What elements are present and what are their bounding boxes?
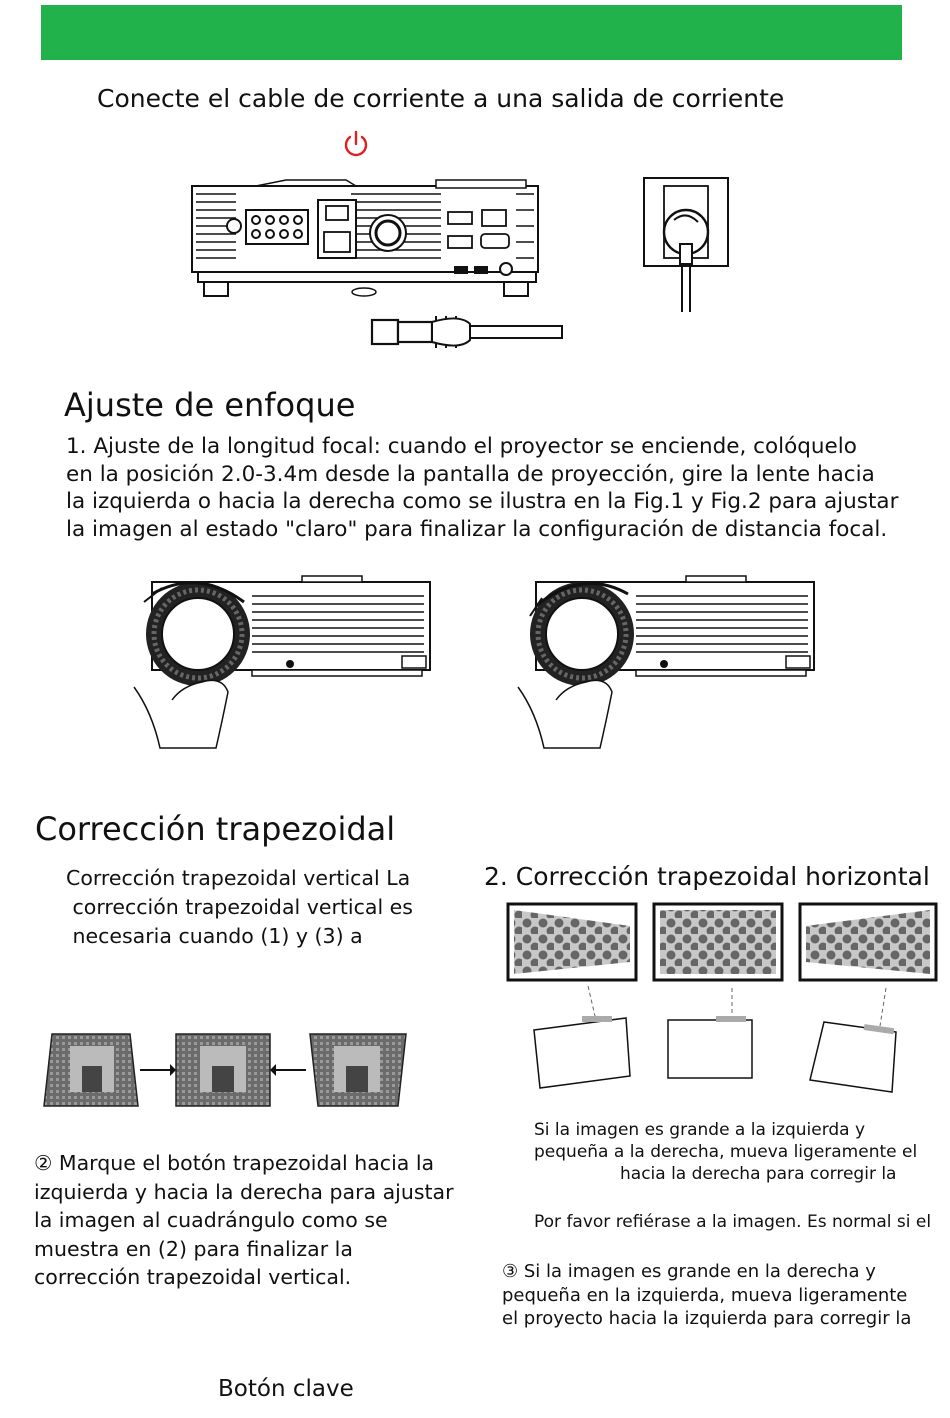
left-note — [34, 1149, 454, 1292]
header-banner — [41, 5, 902, 60]
left-note-line: corrección trapezoidal vertical. — [34, 1265, 352, 1289]
right-note-line: hacia la derecha para corregir la — [620, 1164, 897, 1184]
vertical-keystone-line: corrección trapezoidal vertical es — [66, 895, 413, 919]
left-note-line: muestra en (2) para finalizar la — [34, 1236, 353, 1261]
focus-line: la izquierda o hacia la derecha como se ilustra en la Fig.1 y Fig.2 para ajustar — [66, 489, 899, 514]
third-note-line: ③ Si la imagen es grande en la derecha y — [502, 1261, 876, 1282]
third-note-line: el proyecto hacia la izquierda para corregir la — [502, 1308, 912, 1329]
power-plug-illustration — [370, 312, 565, 352]
left-note-line: ② Marque el botón trapezoidal hacia la — [34, 1151, 435, 1175]
right-note-line: pequeña a la derecha, mueva ligeramente el — [534, 1142, 918, 1162]
vertical-keystone-line: Corrección trapezoidal vertical La — [66, 866, 411, 890]
keystone-heading: Corrección trapezoidal — [35, 810, 396, 848]
focus-paragraph — [66, 433, 936, 543]
vertical-keystone-line: necesaria cuando (1) y (3) a — [66, 924, 363, 948]
focus-heading: Ajuste de enfoque — [64, 386, 356, 424]
vertical-keystone-text — [66, 864, 413, 951]
left-note-line: izquierda y hacia la derecha para ajustar — [34, 1179, 454, 1204]
left-note-line: la imagen al cuadrángulo como se — [34, 1208, 388, 1232]
refer-note: Por favor refiérase a la imagen. Es normal si el — [534, 1212, 932, 1232]
focus-line: la imagen al estado "claro" para finalizar la configuración de distancia focal. — [66, 516, 888, 542]
third-note — [502, 1260, 911, 1331]
horizontal-keystone-screens — [506, 902, 940, 1094]
wall-outlet-illustration — [642, 176, 732, 316]
arch-keystone-images — [44, 1030, 406, 1112]
focus-line: en la posición 2.0-3.4m desde la pantalla de proyección, gire la lente hacia — [66, 461, 875, 487]
right-note-line: Si la imagen es grande a la izquierda y — [534, 1120, 866, 1140]
focus-line: 1. Ajuste de la longitud focal: cuando el proyector se enciende, colóquelo — [66, 434, 857, 459]
key-button-heading: Botón clave — [218, 1376, 354, 1402]
power-icon — [342, 130, 370, 158]
focus-ring-figure-2 — [516, 572, 821, 752]
focus-ring-figure-1 — [132, 572, 437, 752]
projector-rear-illustration — [186, 180, 546, 305]
power-instruction: Conecte el cable de corriente a una salida de corriente — [97, 84, 785, 113]
third-note-line: pequeña en la izquierda, mueva ligeramente — [502, 1284, 908, 1306]
right-note — [534, 1119, 917, 1185]
horizontal-keystone-heading: 2. Corrección trapezoidal horizontal — [484, 862, 930, 891]
